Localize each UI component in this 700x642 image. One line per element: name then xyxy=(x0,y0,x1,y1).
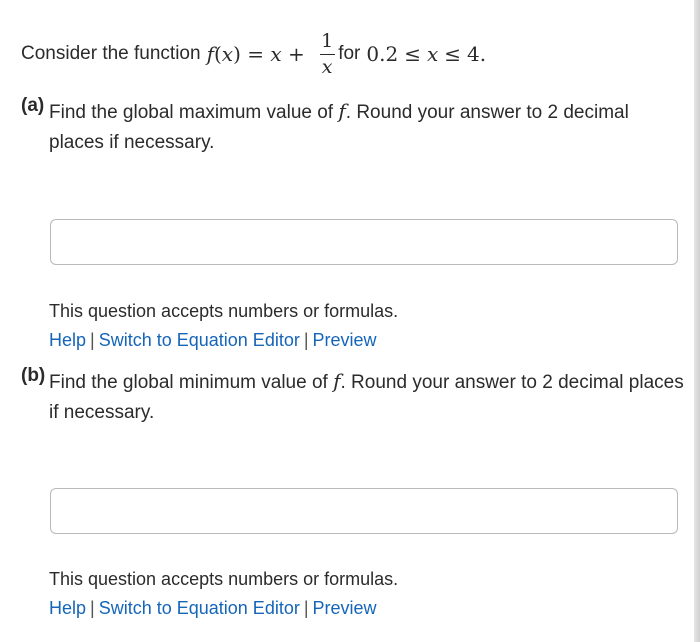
part-a-links xyxy=(49,330,377,351)
part-b-sep-1: | xyxy=(90,598,95,618)
variable-2: x xyxy=(270,42,282,66)
part-a-help-link[interactable]: Help xyxy=(49,330,87,350)
part-b-equation-editor-link[interactable]: Switch to Equation Editor xyxy=(98,598,300,618)
part-b-note: This question accepts numbers or formulas. xyxy=(49,569,399,589)
plus-sign: + xyxy=(281,42,312,66)
part-a-answer-input[interactable] xyxy=(50,219,678,265)
part-b-text-before: Find the global minimum value of xyxy=(49,372,328,393)
part-b-text-after: . Round your answer to 2 decimal places if necessary. xyxy=(49,372,684,423)
fraction-one-over-x xyxy=(319,29,335,78)
lower-bound: 0.2 xyxy=(366,42,399,66)
fraction-numerator: 1 xyxy=(321,29,334,52)
part-b-label: (b) xyxy=(21,365,46,386)
part-b-sep-2: | xyxy=(303,598,309,618)
part-b-help-link[interactable]: Help xyxy=(49,598,87,618)
part-a-sep-2: | xyxy=(303,330,309,350)
variable-3: x xyxy=(426,42,439,66)
part-a-text-before: Find the global maximum value of xyxy=(49,102,334,123)
right-paren-equals: ) = xyxy=(233,42,271,66)
upper-bound: 4. xyxy=(467,42,487,66)
part-a-text-after: . Round your answer to 2 decimal places if necessary. xyxy=(49,102,629,153)
part-a-sep-1: | xyxy=(90,330,95,350)
part-b-answer-input[interactable] xyxy=(50,488,678,534)
part-a-function: f xyxy=(338,99,346,123)
part-b-links xyxy=(49,598,377,619)
part-b-preview-link[interactable]: Preview xyxy=(312,598,377,618)
page-edge xyxy=(694,0,700,642)
part-a-question xyxy=(49,96,686,158)
part-a-equation-editor-link[interactable]: Switch to Equation Editor xyxy=(98,330,300,350)
part-b-function: f xyxy=(333,369,341,393)
problem-statement xyxy=(21,24,486,84)
part-a-label: (a) xyxy=(21,95,45,116)
part-a-note: This question accepts numbers or formulas. xyxy=(49,301,399,321)
less-equal-2: ≤ xyxy=(444,42,462,66)
fraction-denominator: x xyxy=(321,55,333,78)
left-paren: ( xyxy=(213,42,222,66)
intro-prefix: Consider the function xyxy=(21,43,201,64)
part-b-question xyxy=(49,366,686,428)
part-a xyxy=(21,95,686,158)
part-a-preview-link[interactable]: Preview xyxy=(312,330,377,350)
for-word: for xyxy=(338,43,361,64)
less-equal-1: ≤ xyxy=(404,42,421,66)
variable: x xyxy=(221,42,234,66)
part-b xyxy=(21,365,686,428)
function-name: f xyxy=(206,42,214,66)
